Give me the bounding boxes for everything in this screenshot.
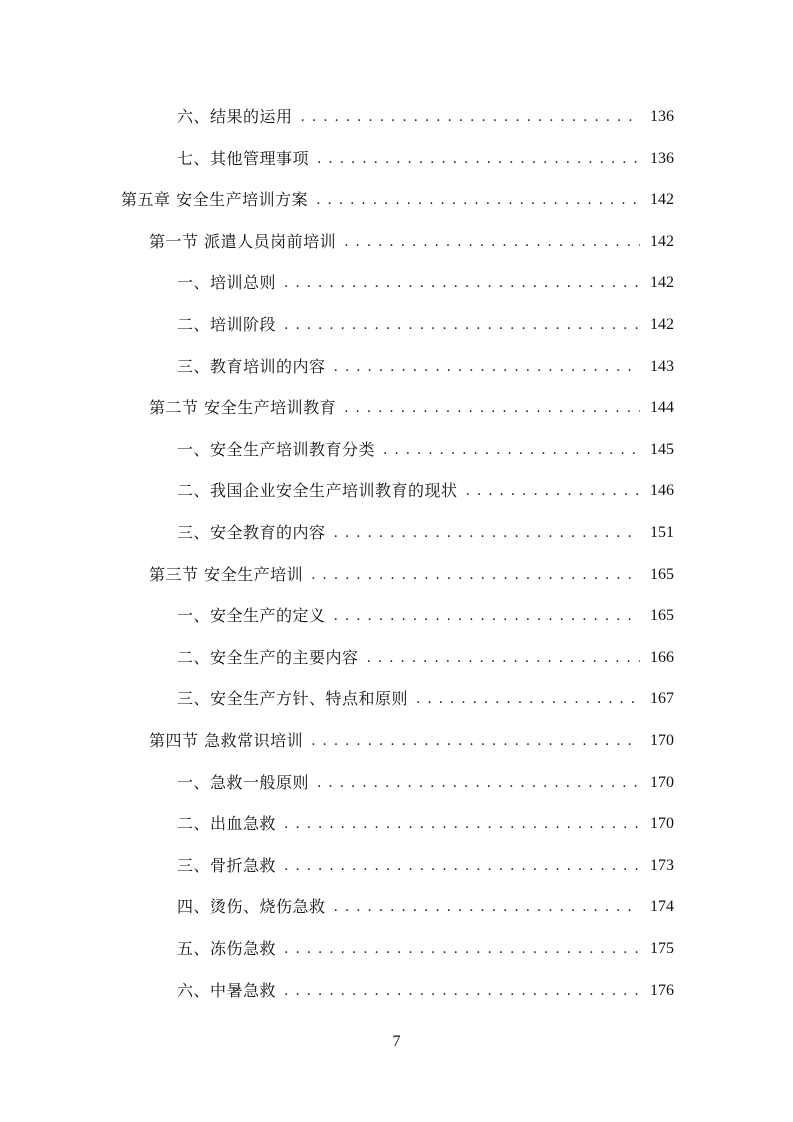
toc-entry-label: 三、安全教育的内容 xyxy=(177,523,326,542)
toc-entry-label: 三、教育培训的内容 xyxy=(177,356,326,376)
toc-entry[interactable] xyxy=(121,179,674,221)
toc-dot-leader xyxy=(301,96,640,138)
toc-entry-label: 七、其他管理事项 xyxy=(177,148,310,168)
toc-entry-page: 166 xyxy=(650,648,674,666)
toc-dot-leader xyxy=(334,886,640,928)
toc-entry[interactable] xyxy=(177,346,674,388)
toc-entry-label: 二、安全生产的主要内容 xyxy=(177,647,359,667)
toc-entry[interactable] xyxy=(177,678,674,720)
toc-entry-label: 一、培训总则 xyxy=(177,273,277,293)
toc-entry[interactable] xyxy=(149,720,674,762)
toc-entry-page: 142 xyxy=(650,232,674,250)
toc-entry[interactable] xyxy=(177,96,674,138)
toc-entry[interactable] xyxy=(177,886,674,928)
toc-entry[interactable] xyxy=(177,595,674,637)
toc-entry-label: 二、我国企业安全生产培训教育的现状 xyxy=(177,481,458,501)
toc-dot-leader xyxy=(317,762,640,804)
toc-dot-leader xyxy=(311,720,640,762)
toc-entry-label: 第一节 派遣人员岗前培训 xyxy=(149,231,337,251)
toc-dot-leader xyxy=(284,262,640,304)
toc-entry[interactable] xyxy=(177,429,674,471)
page-number: 7 xyxy=(392,1033,401,1050)
toc-entry[interactable] xyxy=(177,970,674,1012)
toc-entry-page: 170 xyxy=(650,815,674,833)
toc-entry-page: 151 xyxy=(650,524,674,541)
toc-entry[interactable] xyxy=(149,221,674,263)
toc-entry[interactable] xyxy=(177,803,674,845)
toc-entry-page: 143 xyxy=(650,357,674,375)
toc-entry[interactable] xyxy=(177,262,674,304)
toc-entry-page: 170 xyxy=(650,773,674,791)
toc-dot-leader xyxy=(284,970,640,1012)
toc-dot-leader xyxy=(383,429,640,471)
toc-dot-leader xyxy=(334,346,640,388)
toc-entry[interactable] xyxy=(177,637,674,679)
toc-entry-page: 142 xyxy=(650,316,674,333)
toc-dot-leader xyxy=(284,845,640,887)
toc-entry-label: 一、安全生产培训教育分类 xyxy=(177,439,376,459)
toc-entry-page: 142 xyxy=(650,274,674,292)
toc-entry-label: 四、烫伤、烧伤急救 xyxy=(177,897,326,917)
toc-entry-label: 五、冻伤急救 xyxy=(177,939,277,958)
toc-dot-leader xyxy=(284,304,640,346)
toc-entry[interactable] xyxy=(177,304,674,346)
toc-dot-leader xyxy=(316,179,640,221)
toc-dot-leader xyxy=(311,554,640,596)
toc-entry-page: 174 xyxy=(650,898,674,916)
toc-dot-leader xyxy=(344,387,640,429)
toc-entry-page: 146 xyxy=(650,482,674,500)
toc-dot-leader xyxy=(367,637,640,679)
toc-entry[interactable] xyxy=(177,928,674,970)
toc-entry[interactable] xyxy=(177,470,674,512)
toc-dot-leader xyxy=(317,138,640,180)
toc-dot-leader xyxy=(416,678,640,720)
toc-entry-page: 167 xyxy=(650,690,674,708)
toc-entry-page: 175 xyxy=(650,940,674,957)
toc-dot-leader xyxy=(466,470,640,512)
toc-entry-label: 一、安全生产的定义 xyxy=(177,606,326,626)
toc-entry-label: 第四节 急救常识培训 xyxy=(149,731,304,750)
toc-entry-label: 六、结果的运用 xyxy=(177,107,293,126)
toc-entry-page: 176 xyxy=(650,981,674,999)
toc-entry[interactable] xyxy=(177,762,674,804)
toc-entry-page: 145 xyxy=(650,440,674,458)
toc-dot-leader xyxy=(284,928,640,970)
toc-entry-label: 第五章 安全生产培训方案 xyxy=(121,190,309,210)
toc-dot-leader xyxy=(284,803,640,845)
toc-entry-label: 六、中暑急救 xyxy=(177,980,277,1000)
toc-entry-label: 三、安全生产方针、特点和原则 xyxy=(177,689,409,709)
toc-dot-leader xyxy=(344,221,640,263)
toc-entry-label: 二、培训阶段 xyxy=(177,315,277,334)
toc-entry-page: 170 xyxy=(650,732,674,749)
toc-entry-page: 136 xyxy=(650,149,674,167)
toc-entry-page: 173 xyxy=(650,856,674,874)
toc-entry-page: 144 xyxy=(650,399,674,417)
toc-entry-page: 165 xyxy=(650,565,674,583)
toc-entry-page: 136 xyxy=(650,108,674,125)
toc-entry[interactable] xyxy=(177,845,674,887)
toc-entry-label: 一、急救一般原则 xyxy=(177,772,310,792)
toc-entry[interactable] xyxy=(177,512,674,554)
toc-entry-label: 二、出血急救 xyxy=(177,814,277,834)
toc-entry[interactable] xyxy=(177,138,674,180)
toc-dot-leader xyxy=(334,512,640,554)
toc-entry-page: 142 xyxy=(650,191,674,209)
toc-entry-label: 第二节 安全生产培训教育 xyxy=(149,398,337,418)
toc-entry-label: 第三节 安全生产培训 xyxy=(149,564,304,584)
toc-entry[interactable] xyxy=(149,554,674,596)
toc-entry[interactable] xyxy=(149,387,674,429)
toc-entry-label: 三、骨折急救 xyxy=(177,855,277,875)
toc-dot-leader xyxy=(334,595,640,637)
toc-entry-page: 165 xyxy=(650,607,674,625)
